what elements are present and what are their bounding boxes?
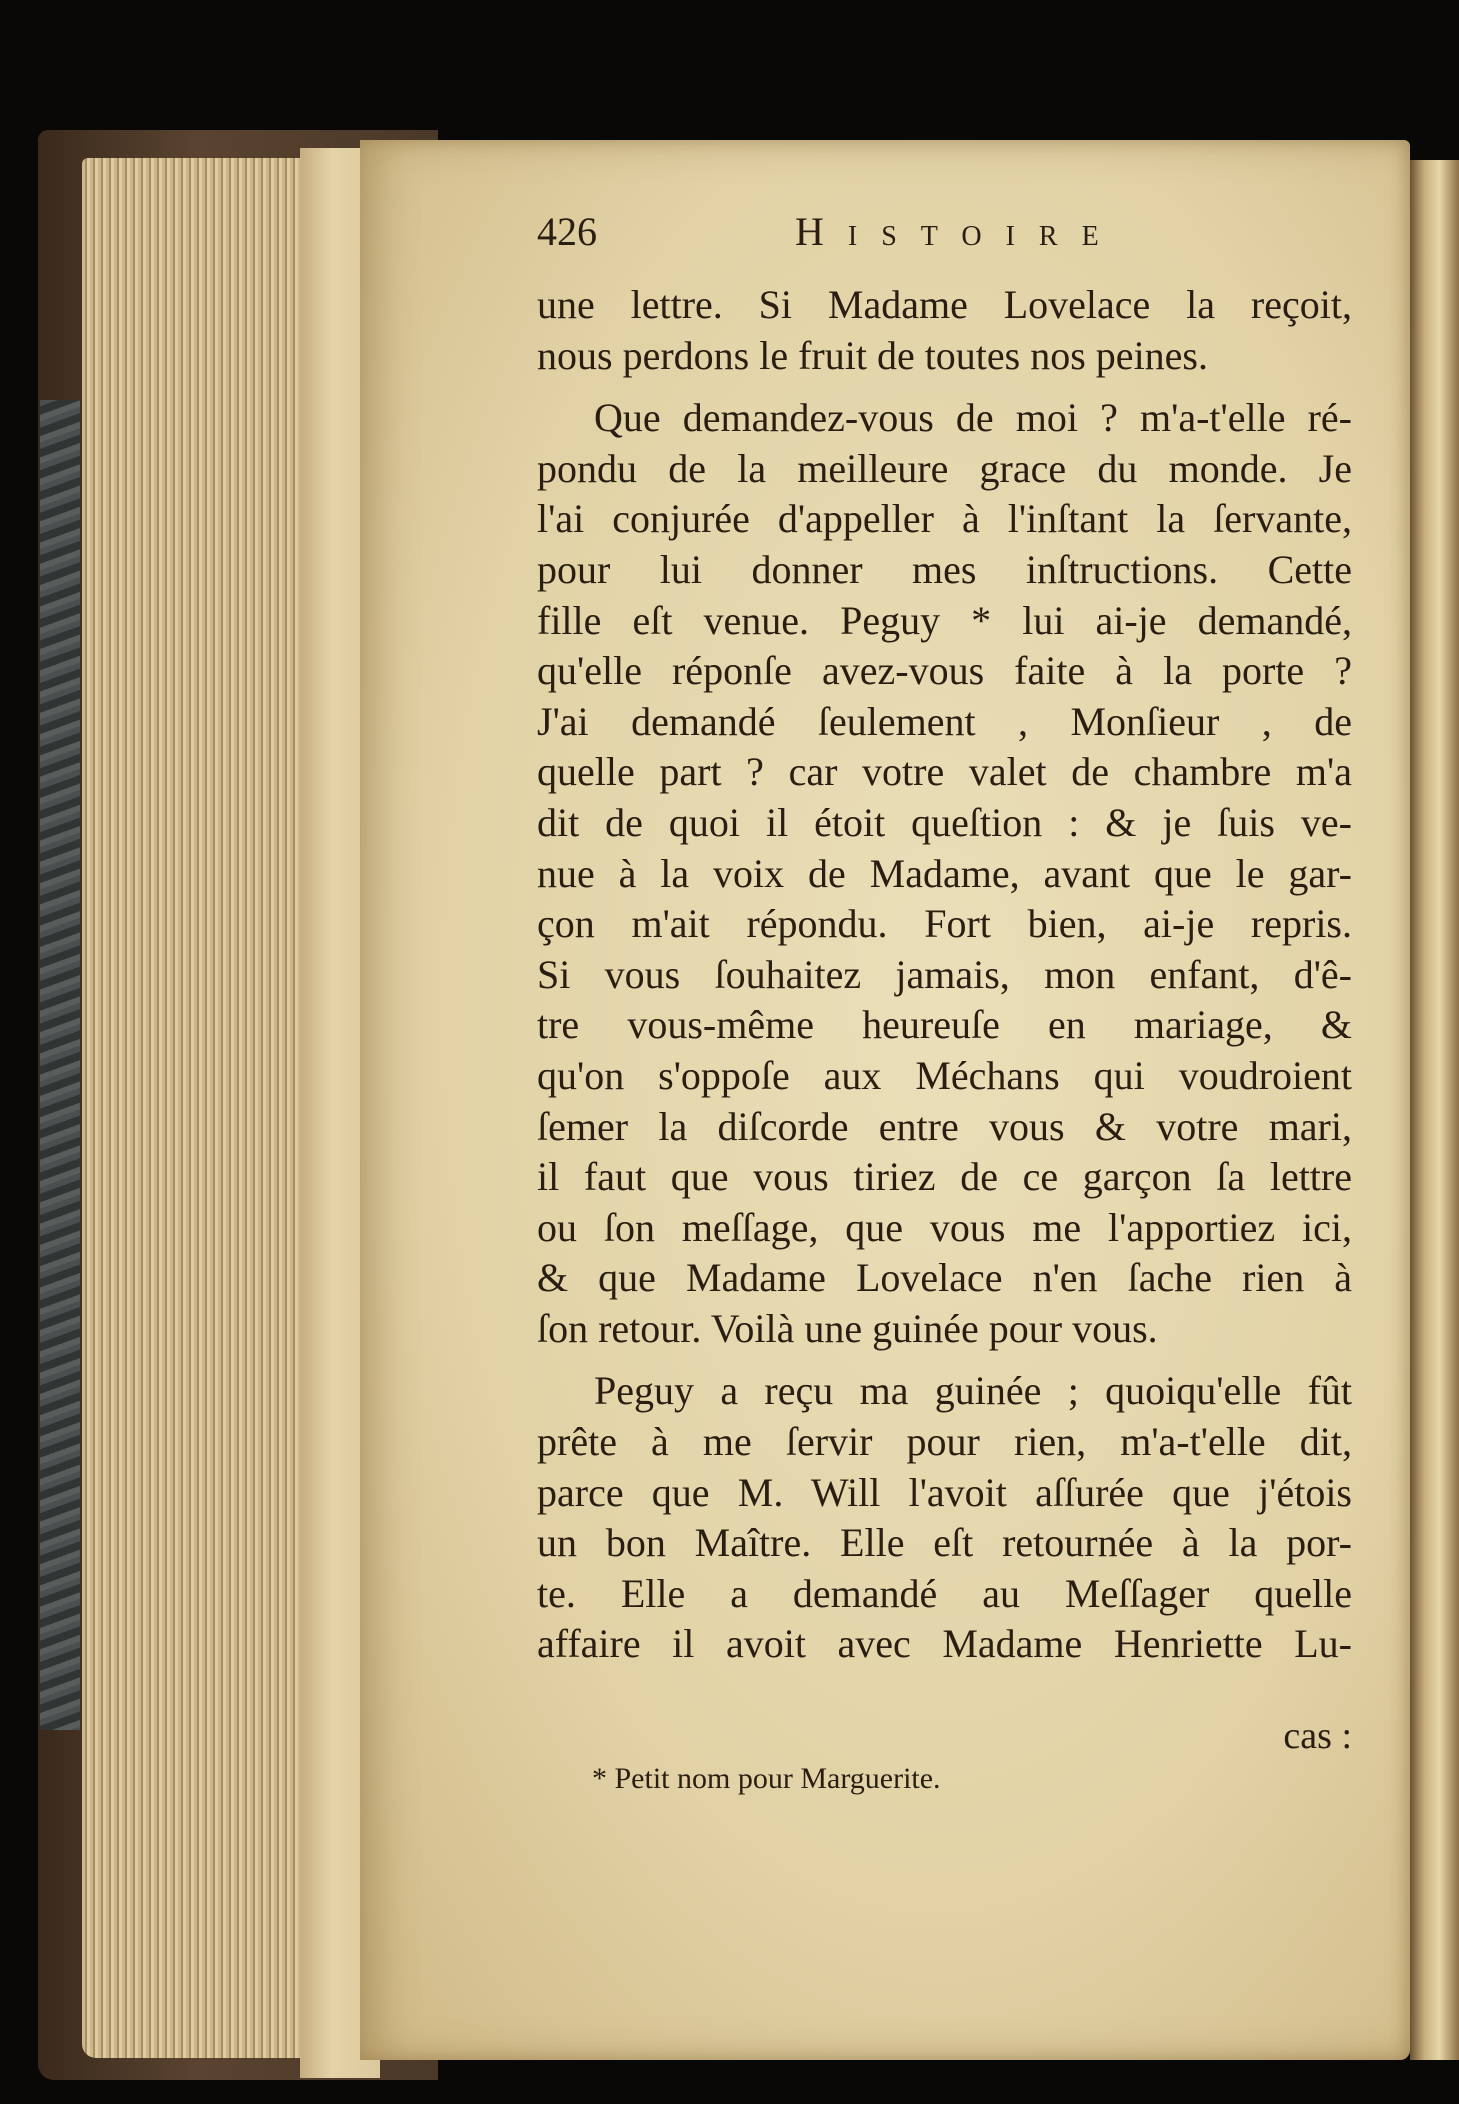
body-text bbox=[537, 280, 1352, 1670]
running-title: Histoire bbox=[795, 209, 1123, 254]
text-line: J'ai demandé ſeulement , Monſieur , de bbox=[537, 698, 1352, 744]
text-line: ou ſon meſſage, que vous me l'apportiez ici, bbox=[537, 1204, 1352, 1250]
footnote: * Petit nom pour Marguerite. bbox=[592, 1762, 941, 1795]
text-line: l'ai conjurée d'appeller à l'inſtant la ſervante, bbox=[537, 496, 1352, 542]
text-line: parce que M. Will l'avoit aſſurée que j'étois bbox=[537, 1469, 1352, 1515]
text-line: & que Madame Lovelace n'en ſache rien à bbox=[537, 1255, 1352, 1301]
text-line: nue à la voix de Madame, avant que le gar- bbox=[537, 850, 1352, 896]
text-line: çon m'ait répondu. Fort bien, ai-je repris. bbox=[537, 901, 1352, 947]
text-line: Peguy a reçu ma guinée ; quoiqu'elle fût bbox=[594, 1368, 1352, 1414]
text-line: qu'elle réponſe avez-vous faite à la porte ? bbox=[537, 648, 1352, 694]
text-line: une lettre. Si Madame Lovelace la reçoit, bbox=[537, 282, 1352, 327]
text-line: ſon retour. Voilà une guinée pour vous. bbox=[537, 1305, 1158, 1351]
text-line: prête à me ſervir pour rien, m'a-t'elle dit, bbox=[537, 1419, 1352, 1465]
text-line: ſemer la diſcorde entre vous & votre mari, bbox=[537, 1103, 1352, 1149]
text-line: fille eſt venue. Peguy * lui ai-je demandé, bbox=[537, 597, 1352, 643]
text-line: il faut que vous tiriez de ce garçon ſa lettre bbox=[537, 1154, 1352, 1200]
text-line: nous perdons le fruit de toutes nos peines. bbox=[537, 332, 1208, 378]
facing-page-edge bbox=[1410, 160, 1459, 2060]
marbled-cover-edge bbox=[40, 400, 80, 1730]
text-line: te. Elle a demandé au Meſſager quelle bbox=[537, 1570, 1352, 1616]
text-line: pondu de la meilleure grace du monde. Je bbox=[537, 445, 1352, 491]
text-line: tre vous-même heureuſe en mariage, & bbox=[537, 1002, 1352, 1048]
text-line: un bon Maître. Elle eſt retournée à la por- bbox=[537, 1520, 1352, 1566]
text-line: Que demandez-vous de moi ? m'a-t'elle ré- bbox=[594, 395, 1352, 441]
catchword: cas : bbox=[1283, 1715, 1352, 1757]
page-number: 426 bbox=[537, 209, 597, 254]
page-header bbox=[537, 200, 1367, 260]
text-line: quelle part ? car votre valet de chambre m'a bbox=[537, 749, 1352, 795]
text-line: Si vous ſouhaitez jamais, mon enfant, d'ê- bbox=[537, 951, 1352, 997]
text-line: affaire il avoit avec Madame Henriette Lu- bbox=[537, 1621, 1352, 1667]
text-line: pour lui donner mes inſtructions. Cette bbox=[537, 546, 1352, 592]
text-line: dit de quoi il étoit queſtion : & je ſuis ve- bbox=[537, 799, 1352, 845]
text-line: qu'on s'oppoſe aux Méchans qui voudroient bbox=[537, 1052, 1352, 1098]
